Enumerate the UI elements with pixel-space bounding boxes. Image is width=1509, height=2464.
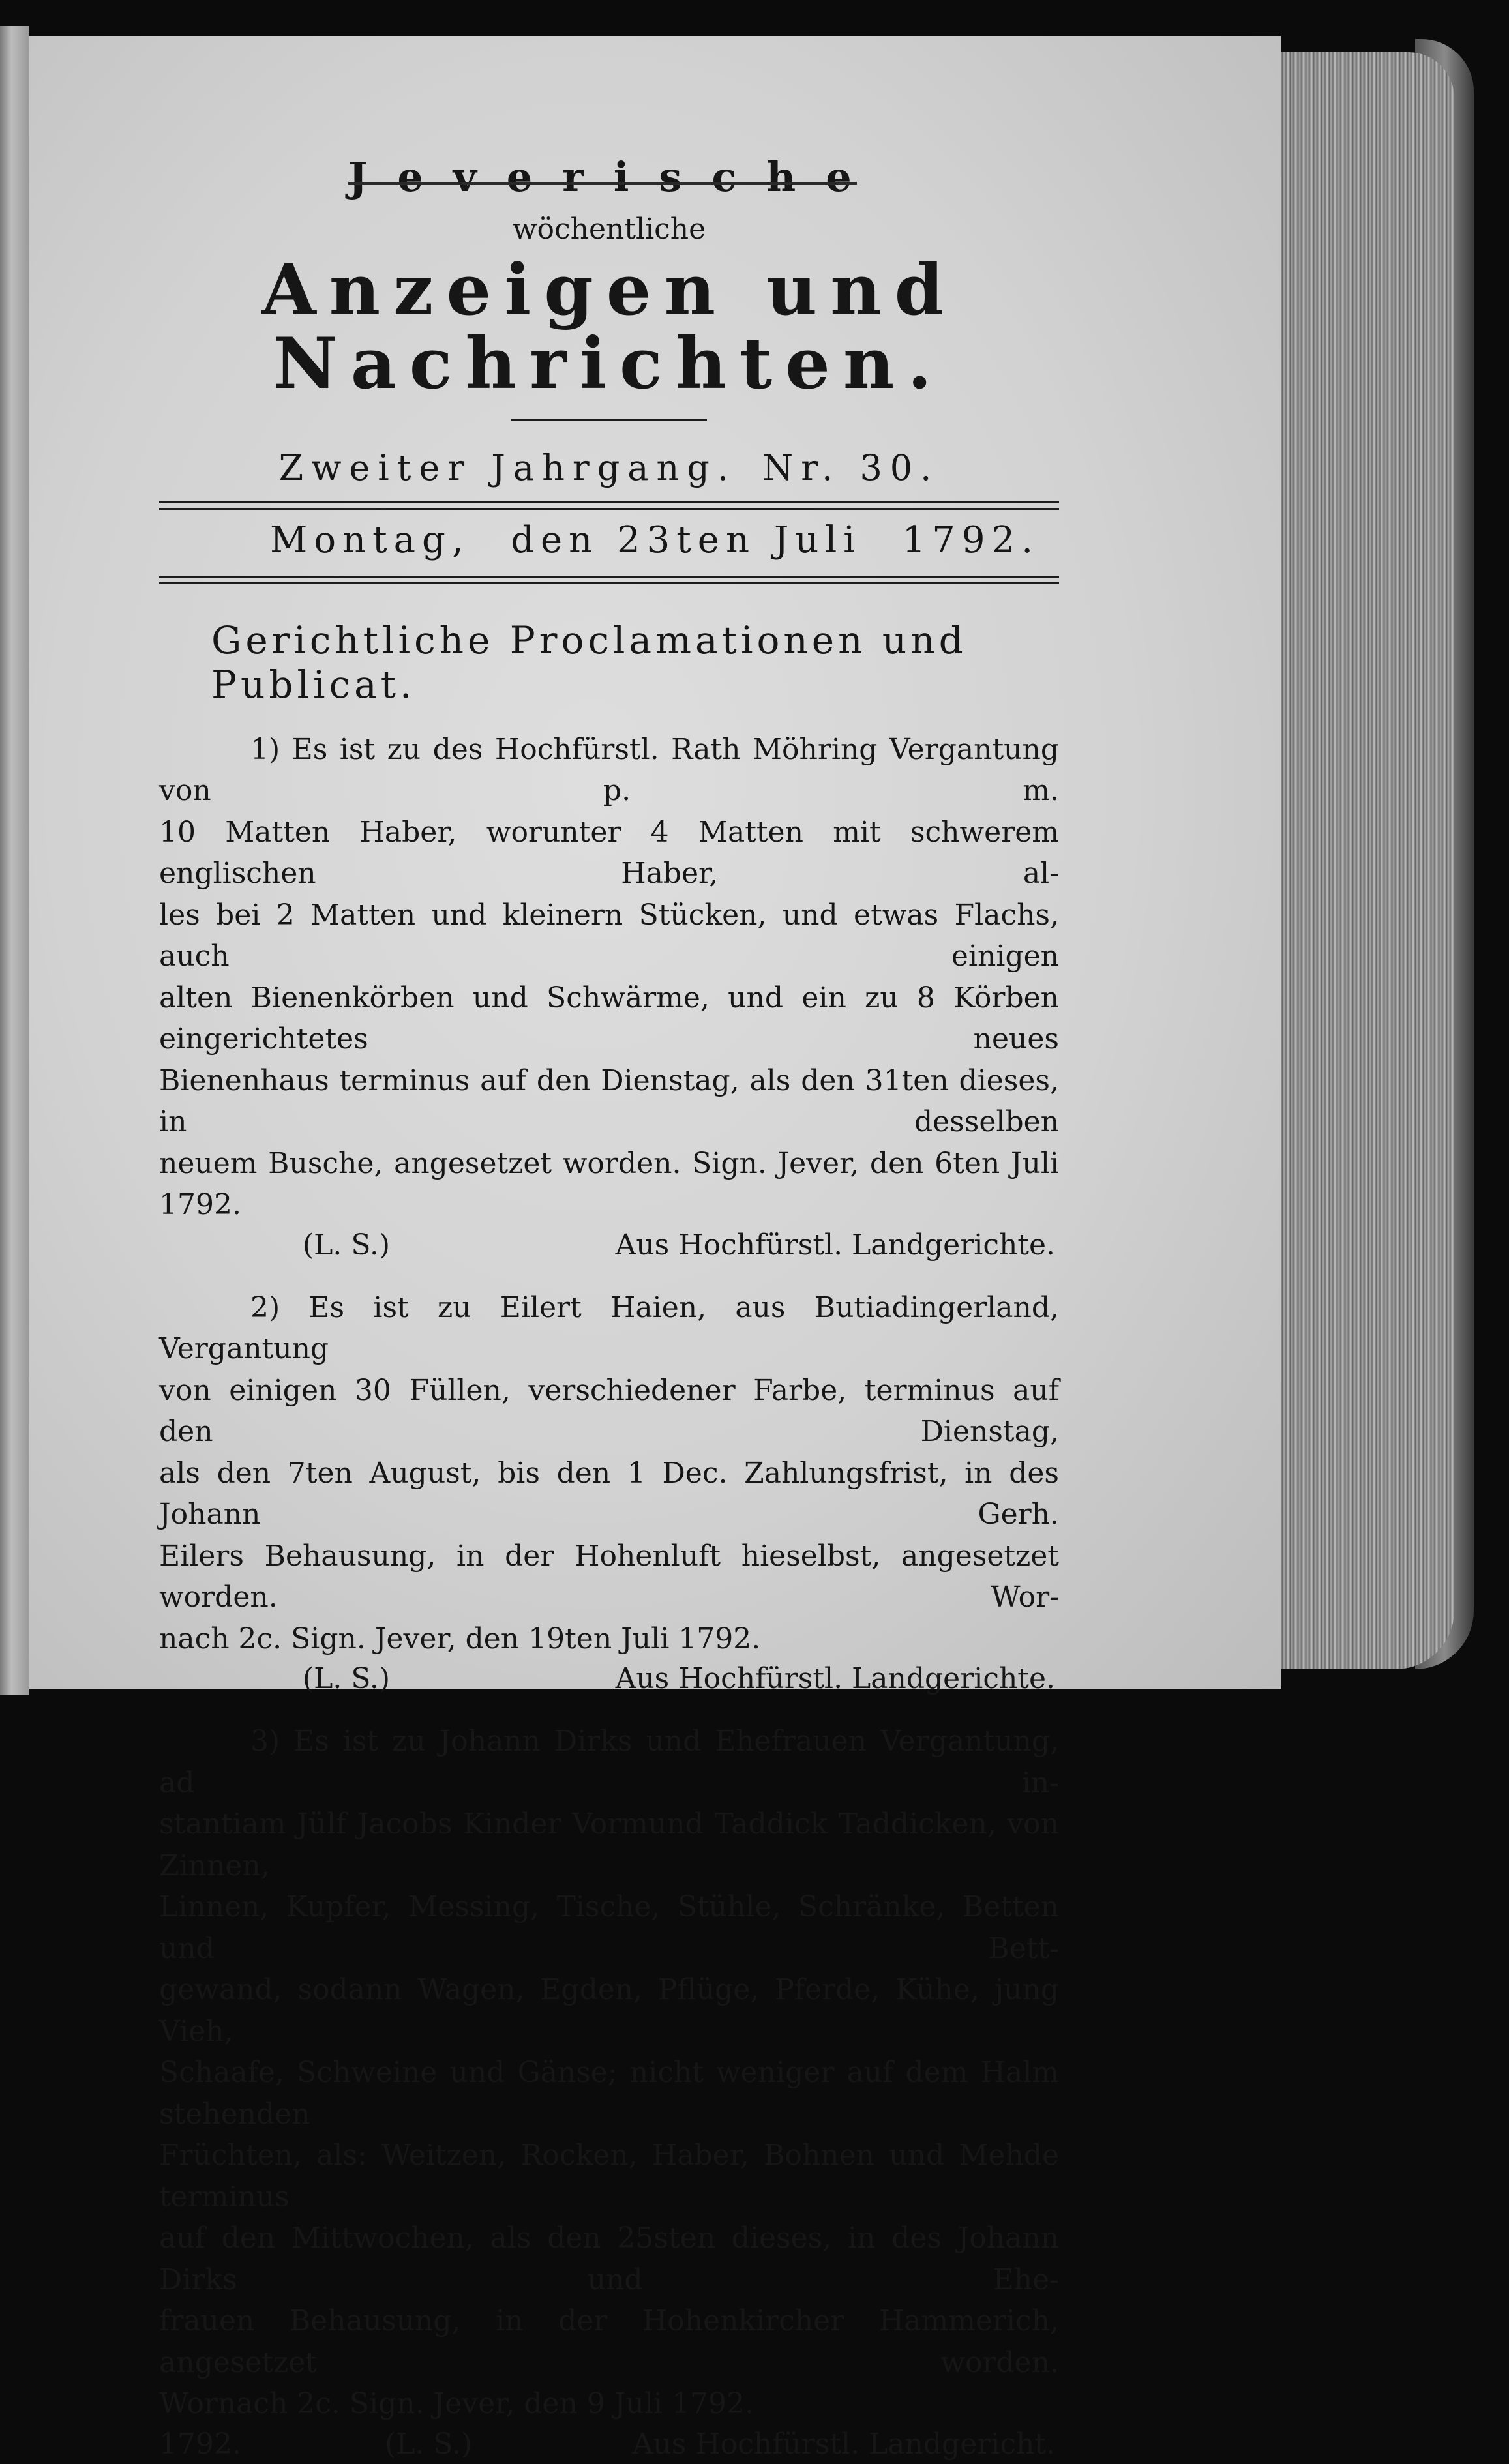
notice-line: gewand, sodann Wagen, Egden, Pflüge, Pferde, Kühe, jung Vieh, [159,1973,1059,2048]
volume-label: Zweiter Jahrgang. [278,447,736,488]
notice-line: als den 7ten August, bis den 1 Dec. Zahlungsfrist, in des Johann Gerh. [159,1456,1059,1532]
notice-line: nach 2c. Sign. Jever, den 19ten Juli 1792. [159,1622,761,1655]
issue-line [159,447,1059,488]
seal-mark: (L. S.) [303,1228,391,1262]
date-weekday: Montag, [270,518,470,561]
notice-line: les bei 2 Matten und kleinern Stücken, und etwas Flachs, auch einigen [159,898,1059,973]
issue-double-rule [159,501,1059,510]
masthead-title: Anzeigen und Nachrichten. [261,249,957,406]
paper-name [348,153,882,201]
notice-line: 3) Es ist zu Johann Dirks und Ehefrauen Vergantung, ad in- [159,1725,1059,1800]
notice-1 [159,729,1059,1265]
notice-signature-row [159,1659,1059,1699]
notice-line: frauen Behausung, in der Hohenkircher Hammerich, angesetzet worden. [159,2304,1059,2379]
paper-name-strike-rule [348,182,857,185]
notice-line: neuem Busche, angesetzet worden. Sign. Jever, den 6ten Juli 1792. [159,1146,1059,1222]
court-name: Aus Hochfürstl. Landgerichte. [615,1228,1055,1262]
date-line [159,510,1059,561]
notice-line: 1) Es ist zu des Hochfürstl. Rath Möhring Vergantung von p. m. [159,732,1059,808]
page-stack-edge [1259,52,1454,1669]
masthead-subtitle: wöchentliche [512,213,706,246]
date-text: den 23ten Juli [511,518,862,561]
notice-line: auf den Mittwochen, als den 25sten dieses, in des Johann Dirks und Ehe- [159,2221,1059,2296]
notice-line: 10 Matten Haber, worunter 4 Matten mit schwerem englischen Haber, al- [159,815,1059,891]
court-name: Aus Hochfürstl. Landgerichte. [615,1662,1055,1696]
notice-3 [159,1721,1059,2464]
seal-mark: (L. S.) [384,2427,473,2461]
notice-line: Schaafe, Schweine und Gänse; nicht weniger auf dem Halm stehenden [159,2056,1059,2131]
notice-line: Früchten, als: Weitzen, Rocken, Haber, Bohnen und Mehde terminus [159,2139,1059,2214]
notice-line: Linnen, Kupfer, Messing, Tische, Stühle, Schränke, Betten und Bett- [159,1890,1059,1965]
notice-year: 1792. [159,2427,241,2461]
section-heading: Gerichtliche Proclamationen und Publicat. [211,617,967,707]
newspaper-page [29,36,1281,2461]
notice-line: Bienenhaus terminus auf den Dienstag, als den 31ten dieses, in desselben [159,1063,1059,1139]
notice-2 [159,1287,1059,1699]
notice-line: alten Bienenkörben und Schwärme, und ein zu 8 Körben eingerichtetes neues [159,981,1059,1056]
facing-page-edge [0,26,29,1695]
court-name: Aus Hochfürstl. Landgericht. [632,2427,1055,2461]
seal-mark: (L. S.) [303,1662,391,1696]
issue-number: Nr. 30. [762,447,940,488]
year-and-seal [159,2425,472,2464]
notice-line: Eilers Behausung, in der Hohenluft hieselbst, angesetzet worden. Wor- [159,1539,1059,1614]
page-content [159,153,1059,2464]
notice-line: 2) Es ist zu Eilert Haien, aus Butiadingerland, Vergantung [159,1290,1059,1366]
notice-signature-row [159,2425,1059,2464]
notice-signature-row [159,1226,1059,1265]
notice-line: von einigen 30 Füllen, verschiedener Farbe, terminus auf den Dienstag, [159,1373,1059,1449]
date-year: 1792. [902,518,1039,561]
notice-line: Wornach 2c. Sign. Jever, den 9 Juli 1792. [159,2387,754,2421]
notice-line: stantiam Jülf Jacobs Kinder Vormund Taddick Taddicken, von Zinnen, [159,1807,1059,1882]
date-double-rule [159,576,1059,584]
paper-name-text: Jeverische [348,153,882,201]
masthead-short-rule [511,419,707,421]
